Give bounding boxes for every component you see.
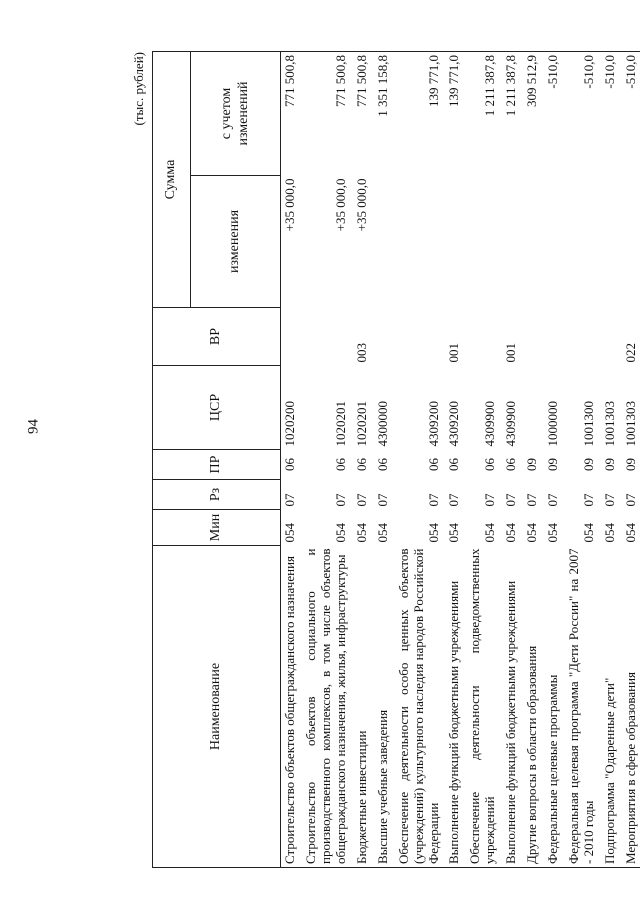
row-csr-cell: 4309900 xyxy=(482,401,498,447)
row-min-cell: 054 xyxy=(374,523,390,543)
rotated-page-content xyxy=(131,50,638,868)
row-name-cell: Мероприятия в сфере образования xyxy=(622,546,640,868)
table-row xyxy=(523,52,544,868)
row-vr-cell xyxy=(395,308,446,366)
row-change-cell xyxy=(395,176,446,308)
row-pr-cell: 09 xyxy=(622,458,638,471)
row-csr-cell: 1020201 xyxy=(353,401,369,447)
row-name-cell: Высшие учебные заведения xyxy=(374,546,395,868)
row-total-cell: 771 500,8 xyxy=(281,52,302,176)
table-row xyxy=(601,52,622,868)
row-name-cell: Строительство объектов общегражданского назначения xyxy=(281,546,302,868)
header-min: Мин xyxy=(153,510,281,546)
row-min-cell: 054 xyxy=(282,523,297,543)
row-min-cell: 054 xyxy=(503,523,519,543)
row-pr-cell: 09 xyxy=(545,458,561,471)
row-name-cell: Обеспечение деятельности особо ценных объектов (учреждений) культурного наследия народов Российской Федерации xyxy=(395,546,446,868)
row-name-cell: Строительство объектов социального и производственного комплексов, в том числе объектов общегражданского назначения, жилья, инфраструктуры xyxy=(302,546,353,868)
row-pr-cell: 09 xyxy=(601,458,617,471)
table-row xyxy=(374,52,395,868)
row-vr-cell xyxy=(544,308,565,366)
header-csr: ЦСР xyxy=(153,366,281,450)
row-total-cell: -510,0 xyxy=(622,52,640,176)
row-vr-cell xyxy=(601,308,622,366)
table-row xyxy=(466,52,502,868)
row-rz-cell: 07 xyxy=(374,493,390,507)
row-change-cell xyxy=(374,176,395,308)
row-pr-cell: 06 xyxy=(482,458,498,471)
row-total-cell: 139 771,0 xyxy=(445,52,466,176)
row-rz-cell: 07 xyxy=(353,493,369,507)
header-vr: ВР xyxy=(153,308,281,366)
row-rz-cell: 07 xyxy=(425,493,441,507)
row-name-cell: Обеспечение деятельности подведомственных учреждений xyxy=(466,546,502,868)
row-vr-cell xyxy=(302,308,353,366)
row-csr-cell: 1000000 xyxy=(545,401,561,447)
row-vr-cell xyxy=(281,308,302,366)
row-csr-cell: 1001303 xyxy=(622,401,638,447)
row-vr-cell: 001 xyxy=(503,343,519,363)
row-pr-cell: 06 xyxy=(353,458,369,471)
row-change-cell: +35 000,0 xyxy=(353,178,369,232)
row-csr-cell: 1001303 xyxy=(601,401,617,447)
row-total-cell: 771 500,8 xyxy=(353,52,374,176)
row-csr-cell: 1001300 xyxy=(581,401,596,447)
table-row xyxy=(353,52,374,868)
row-csr-cell xyxy=(523,366,544,450)
row-total-cell: 1 351 158,8 xyxy=(374,52,395,176)
header-sum: Сумма xyxy=(153,52,191,308)
row-pr-cell: 09 xyxy=(581,458,596,471)
row-csr-cell: 4309200 xyxy=(425,401,441,447)
row-name-cell: Выполнение функций бюджетными учреждениями xyxy=(445,546,466,868)
header-change: изменения xyxy=(191,176,281,308)
row-pr-cell: 06 xyxy=(282,458,297,471)
row-pr-cell: 06 xyxy=(425,458,441,471)
row-total-cell: 1 211 387,8 xyxy=(466,52,502,176)
table-row xyxy=(544,52,565,868)
row-rz-cell: 07 xyxy=(446,493,462,507)
row-min-cell: 054 xyxy=(524,523,540,543)
row-pr-cell: 06 xyxy=(503,458,519,471)
row-change-cell xyxy=(544,176,565,308)
row-vr-cell xyxy=(565,308,601,366)
row-csr-cell: 4309200 xyxy=(446,401,462,447)
header-pr: ПР xyxy=(153,450,281,480)
row-rz-cell: 07 xyxy=(332,493,348,507)
row-vr-cell xyxy=(466,308,502,366)
row-pr-cell: 09 xyxy=(524,458,540,471)
table-row xyxy=(395,52,446,868)
row-csr-cell: 1020200 xyxy=(282,401,297,447)
row-pr-cell: 06 xyxy=(374,458,390,471)
table-row xyxy=(445,52,466,868)
row-vr-cell xyxy=(374,308,395,366)
table-row xyxy=(502,52,523,868)
row-rz-cell: 07 xyxy=(282,493,297,507)
row-rz-cell: 07 xyxy=(524,493,540,507)
units-label: (тыс. рублей) xyxy=(131,52,146,126)
row-rz-cell: 07 xyxy=(601,493,617,507)
row-change-cell xyxy=(565,176,601,308)
row-min-cell: 054 xyxy=(425,523,441,543)
table-row xyxy=(302,52,353,868)
row-min-cell: 054 xyxy=(601,523,617,543)
row-name-cell: Другие вопросы в области образования xyxy=(523,546,544,868)
table-row xyxy=(281,52,302,868)
row-rz-cell: 07 xyxy=(581,493,596,507)
row-min-cell: 054 xyxy=(332,523,348,543)
row-vr-cell: 003 xyxy=(353,343,369,363)
row-csr-cell: 1020201 xyxy=(332,401,348,447)
row-min-cell: 054 xyxy=(482,523,498,543)
row-change-cell xyxy=(502,176,523,308)
row-total-cell: -510,0 xyxy=(544,52,565,176)
row-rz-cell: 07 xyxy=(503,493,519,507)
row-change-cell xyxy=(466,176,502,308)
page-number: 94 xyxy=(25,419,42,434)
row-name-cell: Федеральная целевая программа "Дети России" на 2007 - 2010 годы xyxy=(565,546,601,868)
row-name-cell: Бюджетные инвестиции xyxy=(353,546,374,868)
row-total-cell: 139 771,0 xyxy=(395,52,446,176)
row-change-cell xyxy=(445,176,466,308)
header-with-change: с учетом изменений xyxy=(191,52,281,176)
row-change-cell xyxy=(622,176,640,308)
row-total-cell: -510,0 xyxy=(601,52,622,176)
row-min-cell: 054 xyxy=(581,523,596,543)
row-csr-cell: 4300000 xyxy=(374,401,390,447)
row-min-cell: 054 xyxy=(353,523,369,543)
table-row xyxy=(622,52,640,868)
header-name: Наименование xyxy=(153,546,281,868)
row-total-cell: -510,0 xyxy=(565,52,601,176)
row-vr-cell: 001 xyxy=(446,343,462,363)
row-total-cell: 771 500,8 xyxy=(302,52,353,176)
row-change-cell xyxy=(523,176,544,308)
row-total-cell: 1 211 387,8 xyxy=(502,52,523,176)
row-csr-cell: 4309900 xyxy=(503,401,519,447)
budget-table xyxy=(152,51,640,868)
table-row xyxy=(565,52,601,868)
row-name-cell: Федеральные целевые программы xyxy=(544,546,565,868)
row-change-cell xyxy=(601,176,622,308)
row-rz-cell: 07 xyxy=(622,493,638,507)
row-min-cell: 054 xyxy=(446,523,462,543)
row-rz-cell: 07 xyxy=(545,493,561,507)
row-rz-cell: 07 xyxy=(482,493,498,507)
row-name-cell: Подпрограмма "Одаренные дети" xyxy=(601,546,622,868)
row-pr-cell: 06 xyxy=(332,458,348,471)
header-rz: Рз xyxy=(153,480,281,510)
row-vr-cell xyxy=(523,308,544,366)
row-min-cell: 054 xyxy=(622,523,638,543)
row-min-cell: 054 xyxy=(545,523,561,543)
row-vr-cell: 022 xyxy=(622,343,638,363)
row-name-cell: Выполнение функций бюджетными учреждениями xyxy=(502,546,523,868)
row-total-cell: 309 512,9 xyxy=(523,52,544,176)
row-pr-cell: 06 xyxy=(446,458,462,471)
row-change-cell: +35 000,0 xyxy=(282,178,297,232)
row-change-cell: +35 000,0 xyxy=(332,178,348,232)
